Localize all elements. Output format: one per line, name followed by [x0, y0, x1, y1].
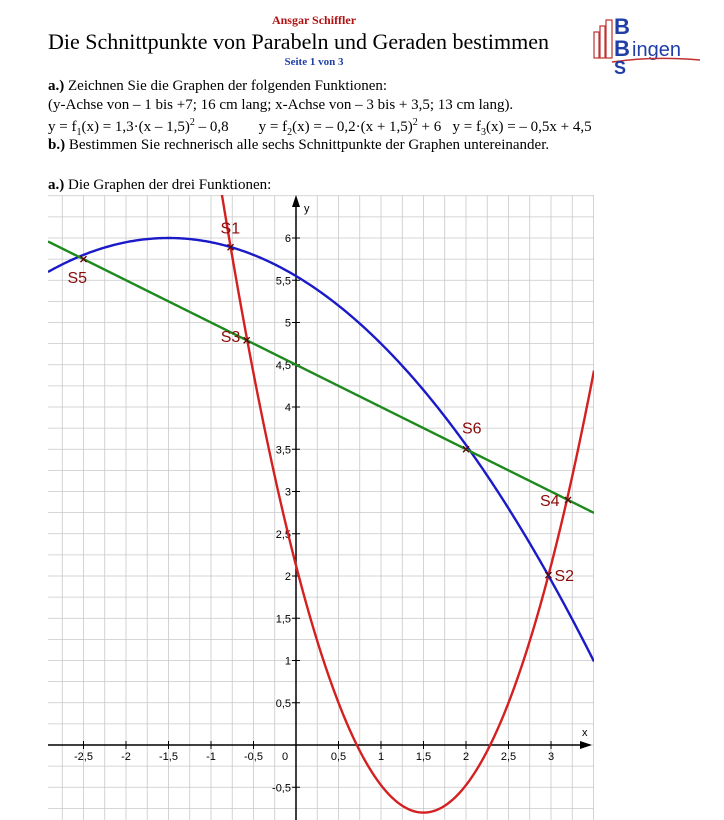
y-tick-label: 4 [284, 402, 291, 414]
y-tick-label: 4,5 [275, 359, 291, 372]
y-tick-label: 5,5 [275, 275, 291, 288]
logo-letter-s: S [614, 58, 627, 76]
y-axis-arrow [292, 195, 300, 207]
point-label: S1 [220, 220, 241, 238]
graph-heading-text: Die Graphen der drei Funktionen: [68, 177, 272, 193]
function-f1: $y = f_1(x) = 1,3\cdot(x - 1,5)^2 - 0,8$ [48, 117, 229, 138]
y-tick-label: 3 [284, 486, 291, 499]
series-curve-3 [48, 241, 594, 512]
x-tick-label: 2,5 [500, 751, 517, 763]
grid [48, 195, 594, 820]
x-tick-label: 3 [547, 751, 555, 763]
logo-word: ingen [632, 39, 681, 61]
x-tick-label: 2 [462, 751, 470, 763]
task-b-text: Bestimmen Sie rechnerisch alle sechs Schnittpunkte der Graphen untereinander. [68, 137, 550, 153]
curves [48, 0, 594, 813]
task-a-label: a.) [48, 78, 65, 94]
graph-heading-label: a.) [48, 177, 65, 193]
y-axis-label: y [304, 203, 310, 215]
tick-labels [74, 233, 554, 794]
y-tick-label: 2 [284, 571, 291, 583]
page-title: Die Schnittpunkte von Parabeln und Geraden bestimmen [48, 29, 549, 54]
x-tick-label: -2,5 [74, 751, 93, 763]
x-tick-label: -2 [121, 751, 131, 763]
x-tick-label: 1,5 [415, 751, 432, 763]
task-a-text: Zeichnen Sie die Graphen der folgenden Funktionen: [68, 78, 388, 94]
point-label: S2 [554, 568, 575, 586]
y-tick-label: 1,5 [275, 613, 291, 626]
task-a-spec: (y-Achse von – 1 bis +7; 16 cm lang; x-Achse von – 3 bis + 3,5; 13 cm lang). [48, 97, 514, 113]
point-label: S3 [220, 329, 241, 347]
x-tick-label: 0 [281, 751, 289, 763]
x-axis-label: x [582, 727, 588, 739]
task-b-label: b.) [48, 137, 66, 153]
axes [48, 195, 592, 820]
y-tick-label: -0,5 [272, 782, 291, 795]
point-label: S4 [540, 492, 560, 510]
x-tick-label: -1,5 [159, 751, 178, 763]
x-axis-arrow [580, 741, 592, 749]
y-tick-label: 6 [284, 233, 291, 245]
author-name: Ansgar Schiffler [271, 13, 357, 27]
point-label: S6 [462, 420, 482, 438]
logo-letter-b2: B [614, 36, 630, 61]
y-tick-label: 5 [284, 317, 291, 330]
point-label: S5 [67, 270, 88, 288]
function-f2: $y = f_2(x)$ = – $0,2\cdot(x + 1,5)^2 + 6$ [258, 117, 442, 138]
y-tick-label: 3,5 [275, 444, 291, 457]
intersection-points [68, 220, 575, 585]
logo-letter-b1: B [614, 14, 630, 39]
y-tick-label: 0,5 [275, 697, 291, 710]
x-tick-label: 0,5 [330, 751, 347, 763]
series-curve-1 [48, 0, 594, 813]
x-tick-label: -1 [206, 751, 216, 763]
x-tick-label: 1 [377, 751, 385, 763]
y-tick-label: 1 [284, 655, 291, 668]
page-number: Seite 1 von 3 [284, 56, 344, 68]
x-tick-label: -0,5 [244, 751, 263, 763]
y-tick-label: 2,5 [275, 528, 291, 541]
function-f3: $y = f_3(x)$ = – 0,5x + 4,5 [452, 119, 592, 138]
